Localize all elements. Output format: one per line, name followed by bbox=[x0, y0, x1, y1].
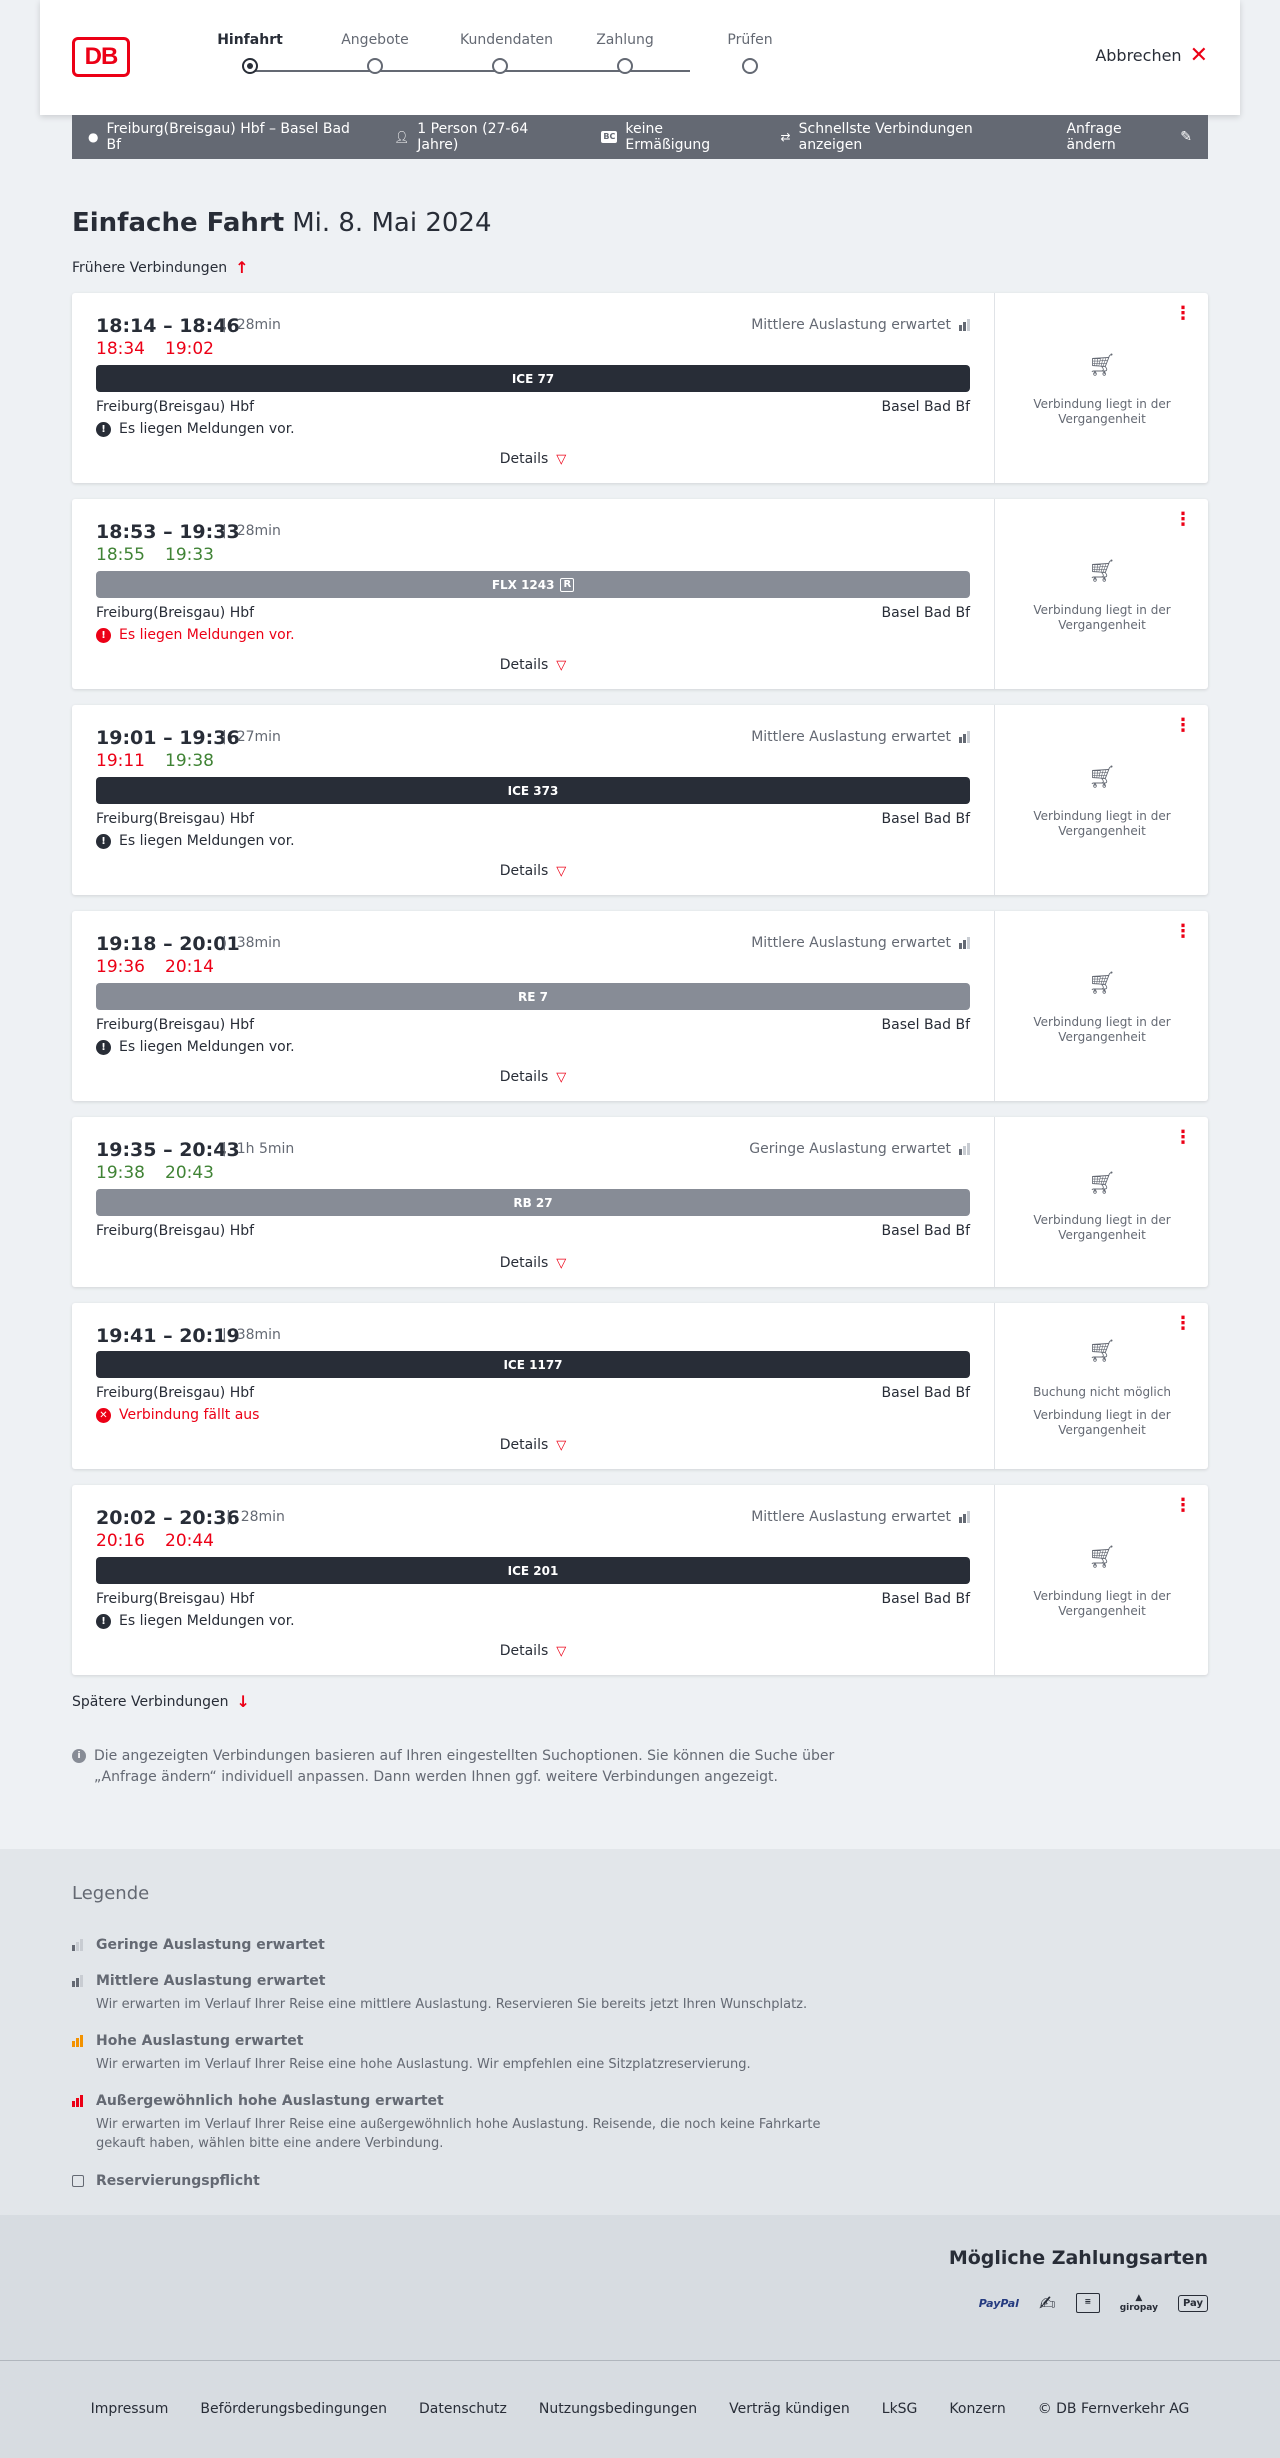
train-name: FLX 1243 bbox=[491, 577, 555, 592]
chevron-down-icon: ▽ bbox=[556, 452, 567, 467]
footer-link-befoerderungsbedingungen[interactable]: Beförderungsbedingungen bbox=[200, 2401, 387, 2417]
realtime-departure: 19:36 bbox=[96, 957, 145, 977]
exclamation-icon: ! bbox=[96, 1614, 111, 1629]
occupancy-low-icon bbox=[959, 1143, 970, 1155]
swap-arrows-icon: ⇄ bbox=[780, 130, 791, 144]
details-label: Details bbox=[499, 1255, 549, 1271]
booking-panel bbox=[994, 1117, 1208, 1287]
details-toggle[interactable] bbox=[72, 657, 994, 673]
realtime-times bbox=[96, 751, 234, 771]
cancel-circle-icon: ✕ bbox=[96, 1408, 111, 1423]
occupancy-text: Mittlere Auslastung erwartet bbox=[751, 935, 951, 951]
search-summary-bar bbox=[72, 115, 1208, 159]
occupancy-low-icon bbox=[72, 1939, 83, 1951]
reservation-required-icon: R bbox=[560, 578, 574, 592]
origin-station: Freiburg(Breisgau) Hbf bbox=[96, 1385, 255, 1401]
notice-text: Es liegen Meldungen vor. bbox=[119, 833, 295, 849]
chevron-down-icon: ▽ bbox=[556, 1256, 567, 1271]
legend-item-low bbox=[72, 1937, 852, 1953]
chevron-down-icon: ▽ bbox=[556, 1438, 567, 1453]
payment-methods-title: Mögliche Zahlungsarten bbox=[948, 2247, 1208, 2269]
payment-icons bbox=[979, 2291, 1208, 2315]
location-pin-icon: ● bbox=[88, 130, 99, 144]
occupancy-text: Mittlere Auslastung erwartet bbox=[751, 317, 951, 333]
step-hinfahrt bbox=[210, 32, 290, 74]
occupancy-medium-icon bbox=[72, 1975, 83, 1987]
footer-links bbox=[0, 2401, 1280, 2417]
notice-message bbox=[96, 421, 295, 437]
realtime-departure: 19:11 bbox=[96, 751, 145, 771]
booking-panel bbox=[994, 499, 1208, 689]
exclamation-icon: ! bbox=[96, 834, 111, 849]
page-footer bbox=[0, 2360, 1280, 2458]
realtime-arrival: 20:14 bbox=[165, 957, 214, 977]
cart-disabled-icon: 🛒︎ bbox=[1088, 1339, 1116, 1364]
legend-item-title: Hohe Auslastung erwartet bbox=[96, 2033, 304, 2049]
page-title bbox=[72, 208, 491, 238]
later-label: Spätere Verbindungen bbox=[72, 1693, 229, 1710]
exclamation-icon: ! bbox=[96, 628, 111, 643]
origin-station: Freiburg(Breisgau) Hbf bbox=[96, 1591, 255, 1607]
paypal-icon: PayPal bbox=[978, 2296, 1019, 2310]
realtime-times bbox=[96, 1531, 234, 1551]
destination-station: Basel Bad Bf bbox=[881, 605, 970, 621]
past-connection-note: Verbindung liegt in der Vergangenheit bbox=[1033, 603, 1171, 632]
booking-panel bbox=[994, 293, 1208, 483]
legend-item-reservation bbox=[72, 2173, 852, 2189]
trip-type: Einfache Fahrt bbox=[72, 208, 285, 238]
persons-text: 1 Person (27-64 Jahre) bbox=[417, 121, 529, 153]
train-bar bbox=[96, 1557, 970, 1584]
legend-item-medium bbox=[72, 1973, 852, 2014]
footer-link-impressum[interactable]: Impressum bbox=[90, 2401, 169, 2417]
realtime-departure: 20:16 bbox=[96, 1531, 145, 1551]
past-connection-note: Verbindung liegt in der Vergangenheit bbox=[1033, 1015, 1171, 1044]
realtime-departure: 18:34 bbox=[96, 339, 145, 359]
close-icon: ✕ bbox=[1189, 42, 1208, 68]
cart-disabled-icon: 🛒︎ bbox=[1088, 1545, 1116, 1570]
destination-station: Basel Bad Bf bbox=[881, 1223, 970, 1239]
exclamation-icon: ! bbox=[96, 422, 111, 437]
connection-card[interactable] bbox=[72, 293, 1208, 483]
legend-item-title: Außergewöhnlich hohe Auslastung erwartet bbox=[96, 2093, 444, 2109]
apple-pay-icon bbox=[1178, 2295, 1208, 2312]
notice-text: Es liegen Meldungen vor. bbox=[119, 1039, 295, 1055]
footer-link-konzern[interactable]: Konzern bbox=[949, 2401, 1006, 2417]
occupancy bbox=[751, 935, 970, 951]
details-label: Details bbox=[499, 1643, 549, 1659]
past-connection-note: Verbindung liegt in der Vergangenheit bbox=[1033, 397, 1171, 426]
arrow-down-icon: ↓ bbox=[236, 1692, 250, 1711]
occupancy-text: Geringe Auslastung erwartet bbox=[749, 1141, 951, 1157]
details-label: Details bbox=[499, 863, 549, 879]
later-connections-link[interactable] bbox=[72, 1692, 250, 1711]
connection-card[interactable] bbox=[72, 499, 1208, 689]
notice-message bbox=[96, 833, 295, 849]
details-label: Details bbox=[499, 657, 549, 673]
origin-station: Freiburg(Breisgau) Hbf bbox=[96, 605, 255, 621]
step-label: Hinfahrt bbox=[217, 32, 283, 48]
connection-card[interactable] bbox=[72, 705, 1208, 895]
realtime-departure: 19:38 bbox=[96, 1163, 145, 1183]
realtime-departure: 18:55 bbox=[96, 545, 145, 565]
step-label: Prüfen bbox=[727, 32, 773, 48]
duration: | 28min bbox=[222, 523, 281, 539]
occupancy-medium-icon bbox=[959, 1511, 970, 1523]
scheduled-times: 20:02 – 20:36 bbox=[96, 1507, 240, 1529]
legend-item-title: Reservierungspflicht bbox=[96, 2173, 260, 2189]
legend-section bbox=[0, 1849, 1280, 2215]
connection-card[interactable] bbox=[72, 1303, 1208, 1469]
legend-item-title: Geringe Auslastung erwartet bbox=[96, 1937, 325, 1953]
trip-date: Mi. 8. Mai 2024 bbox=[292, 208, 492, 238]
destination-station: Basel Bad Bf bbox=[881, 1591, 970, 1607]
summary-fastest bbox=[781, 121, 1035, 153]
more-options-icon[interactable]: ⋮ bbox=[1174, 509, 1192, 530]
invoice-icon: ≡ bbox=[1076, 2293, 1100, 2313]
realtime-times bbox=[96, 957, 234, 977]
occupancy bbox=[749, 1141, 970, 1157]
route-text: Freiburg(Breisgau) Hbf – Basel Bad Bf bbox=[106, 121, 350, 153]
details-toggle[interactable] bbox=[72, 1069, 994, 1085]
booking-panel bbox=[994, 1485, 1208, 1675]
step-kundendaten bbox=[460, 32, 554, 74]
occupancy bbox=[751, 317, 970, 333]
payment-methods-section bbox=[0, 2215, 1280, 2360]
duration: | 1h 5min bbox=[222, 1141, 294, 1157]
scheduled-times: 18:53 – 19:33 bbox=[96, 521, 240, 543]
legend-title: Legende bbox=[72, 1883, 150, 1904]
origin-station: Freiburg(Breisgau) Hbf bbox=[96, 1223, 255, 1239]
realtime-times bbox=[96, 1163, 234, 1183]
duration: | 38min bbox=[222, 935, 281, 951]
bahncard-icon: BC bbox=[603, 132, 616, 141]
legend-item-high bbox=[72, 2033, 852, 2074]
cart-disabled-icon: 🛒︎ bbox=[1088, 765, 1116, 790]
details-toggle[interactable] bbox=[72, 1643, 994, 1659]
realtime-arrival: 20:44 bbox=[165, 1531, 214, 1551]
more-options-icon[interactable]: ⋮ bbox=[1174, 921, 1192, 942]
chevron-down-icon: ▽ bbox=[556, 864, 567, 879]
realtime-arrival: 19:38 bbox=[165, 751, 214, 771]
booking-panel bbox=[994, 911, 1208, 1101]
duration: | 38min bbox=[222, 1327, 281, 1343]
step-pruefen bbox=[710, 32, 790, 74]
train-bar bbox=[96, 365, 970, 392]
chevron-down-icon: ▽ bbox=[556, 1070, 567, 1085]
direct-debit-icon: ✍ bbox=[1038, 2291, 1056, 2315]
cancel-label: Abbrechen bbox=[1095, 46, 1182, 65]
footer-link-nutzungsbedingungen[interactable]: Nutzungsbedingungen bbox=[538, 2401, 698, 2417]
step-dot bbox=[242, 58, 258, 74]
summary-persons bbox=[394, 121, 569, 153]
chevron-down-icon: ▽ bbox=[556, 658, 567, 673]
footer-link-vertrag-kuendigen[interactable]: Verträg kündigen bbox=[729, 2401, 850, 2417]
giropay-icon: ▲ giropay bbox=[1119, 2293, 1158, 2313]
step-dot bbox=[367, 58, 383, 74]
info-icon: i bbox=[72, 1749, 86, 1763]
destination-station: Basel Bad Bf bbox=[881, 811, 970, 827]
db-logo[interactable]: DB bbox=[72, 37, 130, 77]
notice-text: Es liegen Meldungen vor. bbox=[119, 627, 295, 643]
scheduled-times: 18:14 – 18:46 bbox=[96, 315, 240, 337]
destination-station: Basel Bad Bf bbox=[881, 1385, 970, 1401]
connection-card[interactable] bbox=[72, 1117, 1208, 1287]
realtime-arrival: 19:02 bbox=[165, 339, 214, 359]
scheduled-times: 19:01 – 19:36 bbox=[96, 727, 240, 749]
reservation-required-icon bbox=[72, 2175, 84, 2187]
exclamation-icon: ! bbox=[96, 1040, 111, 1055]
applepay-label: Pay bbox=[1182, 2297, 1203, 2309]
booking-panel bbox=[994, 1303, 1208, 1469]
destination-station: Basel Bad Bf bbox=[881, 399, 970, 415]
realtime-times bbox=[96, 339, 234, 359]
legend-item-desc: Wir erwarten im Verlauf Ihrer Reise eine außergewöhnlich hohe Auslastung. Reisende, die noch keine Fahrkarte gekauft haben, wählen bitte eine andere Verbindung. bbox=[96, 2117, 821, 2151]
realtime-arrival: 20:43 bbox=[165, 1163, 214, 1183]
progress-stepper bbox=[210, 32, 773, 82]
details-toggle[interactable] bbox=[72, 1255, 994, 1271]
step-dot bbox=[492, 58, 508, 74]
top-header bbox=[40, 0, 1240, 115]
occupancy-medium-icon bbox=[959, 731, 970, 743]
step-dot bbox=[742, 58, 758, 74]
occupancy-extreme-icon bbox=[72, 2095, 83, 2107]
step-dot bbox=[617, 58, 633, 74]
past-connection-note: Verbindung liegt in der Vergangenheit bbox=[1033, 809, 1171, 838]
scheduled-times: 19:35 – 20:43 bbox=[96, 1139, 240, 1161]
giropay-label: giropay bbox=[1119, 2303, 1158, 2313]
legend-item-desc: Wir erwarten im Verlauf Ihrer Reise eine hohe Auslastung. Wir empfehlen eine Sitzplatzreservierung. bbox=[96, 2057, 751, 2072]
occupancy-text: Mittlere Auslastung erwartet bbox=[751, 1509, 951, 1525]
legend-item-title: Mittlere Auslastung erwartet bbox=[96, 1973, 326, 1989]
cancel-button[interactable] bbox=[1095, 42, 1208, 68]
pencil-icon: ✎ bbox=[1180, 129, 1193, 145]
info-text: Die angezeigten Verbindungen basieren auf Ihren eingestellten Suchoptionen. Sie können die Suche über „Anfrage ändern“ individuell anpassen. Dann werden Ihnen ggf. weitere Verbindungen angezeigt. bbox=[94, 1748, 835, 1785]
connection-card[interactable] bbox=[72, 911, 1208, 1101]
search-info-note bbox=[72, 1746, 852, 1788]
earlier-label: Frühere Verbindungen bbox=[72, 259, 228, 276]
footer-copyright: © DB Fernverkehr AG bbox=[1037, 2401, 1190, 2417]
cart-disabled-icon: 🛒︎ bbox=[1088, 1171, 1116, 1196]
more-options-icon[interactable]: ⋮ bbox=[1174, 715, 1192, 736]
details-label: Details bbox=[499, 1069, 549, 1085]
past-connection-note: Verbindung liegt in der Vergangenheit bbox=[1033, 1589, 1171, 1618]
more-options-icon[interactable]: ⋮ bbox=[1174, 1313, 1192, 1334]
earlier-connections-link[interactable] bbox=[72, 258, 249, 277]
discount-text: keine Ermäßigung bbox=[625, 121, 711, 153]
occupancy-medium-icon bbox=[959, 319, 970, 331]
details-label: Details bbox=[499, 1437, 549, 1453]
connection-card[interactable] bbox=[72, 1485, 1208, 1675]
past-connection-note: Verbindung liegt in der Vergangenheit bbox=[1033, 1213, 1171, 1242]
notice-text: Verbindung fällt aus bbox=[119, 1407, 260, 1423]
train-bar bbox=[96, 571, 970, 598]
origin-station: Freiburg(Breisgau) Hbf bbox=[96, 399, 255, 415]
cart-disabled-icon: 🛒︎ bbox=[1088, 971, 1116, 996]
footer-link-lksg[interactable]: LkSG bbox=[881, 2401, 918, 2417]
train-name: ICE 77 bbox=[511, 371, 555, 386]
train-bar bbox=[96, 1189, 970, 1216]
notice-text: Es liegen Meldungen vor. bbox=[119, 1613, 295, 1629]
train-bar bbox=[96, 983, 970, 1010]
no-booking-note: Buchung nicht möglich bbox=[1033, 1385, 1171, 1399]
details-toggle[interactable] bbox=[72, 1437, 994, 1453]
origin-station: Freiburg(Breisgau) Hbf bbox=[96, 811, 255, 827]
edit-request-label: Anfrage ändern bbox=[1066, 121, 1122, 153]
more-options-icon[interactable]: ⋮ bbox=[1174, 303, 1192, 324]
cancellation-message bbox=[96, 1407, 259, 1423]
summary-discount bbox=[601, 121, 748, 153]
footer-link-datenschutz[interactable]: Datenschutz bbox=[418, 2401, 507, 2417]
step-label: Kundendaten bbox=[460, 32, 554, 48]
cart-disabled-icon: 🛒︎ bbox=[1088, 353, 1116, 378]
booking-panel bbox=[994, 705, 1208, 895]
occupancy bbox=[751, 729, 970, 745]
duration: | 28min bbox=[222, 317, 281, 333]
more-options-icon[interactable]: ⋮ bbox=[1174, 1495, 1192, 1516]
train-name: ICE 1177 bbox=[503, 1357, 563, 1372]
person-icon: 👤︎ bbox=[394, 130, 410, 144]
notice-message bbox=[96, 1613, 295, 1629]
origin-station: Freiburg(Breisgau) Hbf bbox=[96, 1017, 255, 1033]
details-toggle[interactable] bbox=[72, 863, 994, 879]
duration: | 28min bbox=[226, 1509, 285, 1525]
train-bar bbox=[96, 777, 970, 804]
occupancy-high-icon bbox=[72, 2035, 83, 2047]
legend-item-desc: Wir erwarten im Verlauf Ihrer Reise eine mittlere Auslastung. Reservieren Sie bereits jetzt Ihren Wunschplatz. bbox=[96, 1997, 808, 2012]
occupancy-text: Mittlere Auslastung erwartet bbox=[751, 729, 951, 745]
occupancy bbox=[751, 1509, 970, 1525]
step-zahlung bbox=[585, 32, 665, 74]
step-label: Angebote bbox=[341, 32, 409, 48]
edit-request-button[interactable] bbox=[1066, 121, 1192, 153]
cart-disabled-icon: 🛒︎ bbox=[1088, 559, 1116, 584]
step-label: Zahlung bbox=[596, 32, 654, 48]
realtime-times bbox=[96, 545, 234, 565]
train-name: ICE 373 bbox=[507, 783, 559, 798]
train-name: RB 27 bbox=[513, 1195, 553, 1210]
notice-text: Es liegen Meldungen vor. bbox=[119, 421, 295, 437]
train-bar bbox=[96, 1351, 970, 1378]
scheduled-times: 19:18 – 20:01 bbox=[96, 933, 240, 955]
summary-route bbox=[88, 121, 362, 153]
details-toggle[interactable] bbox=[72, 451, 994, 467]
train-name: ICE 201 bbox=[507, 1563, 559, 1578]
arrow-up-icon: ↑ bbox=[235, 258, 249, 277]
fastest-text: Schnellste Verbindungen anzeigen bbox=[798, 121, 973, 153]
scheduled-times: 19:41 – 20:19 bbox=[96, 1325, 240, 1347]
step-angebote bbox=[335, 32, 415, 74]
train-name: RE 7 bbox=[518, 989, 548, 1004]
details-label: Details bbox=[499, 451, 549, 467]
past-connection-note: Verbindung liegt in der Vergangenheit bbox=[1033, 1408, 1171, 1437]
legend-item-extreme bbox=[72, 2093, 852, 2153]
occupancy-medium-icon bbox=[959, 937, 970, 949]
duration: | 27min bbox=[222, 729, 281, 745]
notice-message bbox=[96, 627, 295, 643]
more-options-icon[interactable]: ⋮ bbox=[1174, 1127, 1192, 1148]
chevron-down-icon: ▽ bbox=[556, 1644, 567, 1659]
destination-station: Basel Bad Bf bbox=[881, 1017, 970, 1033]
realtime-arrival: 19:33 bbox=[165, 545, 214, 565]
notice-message bbox=[96, 1039, 295, 1055]
